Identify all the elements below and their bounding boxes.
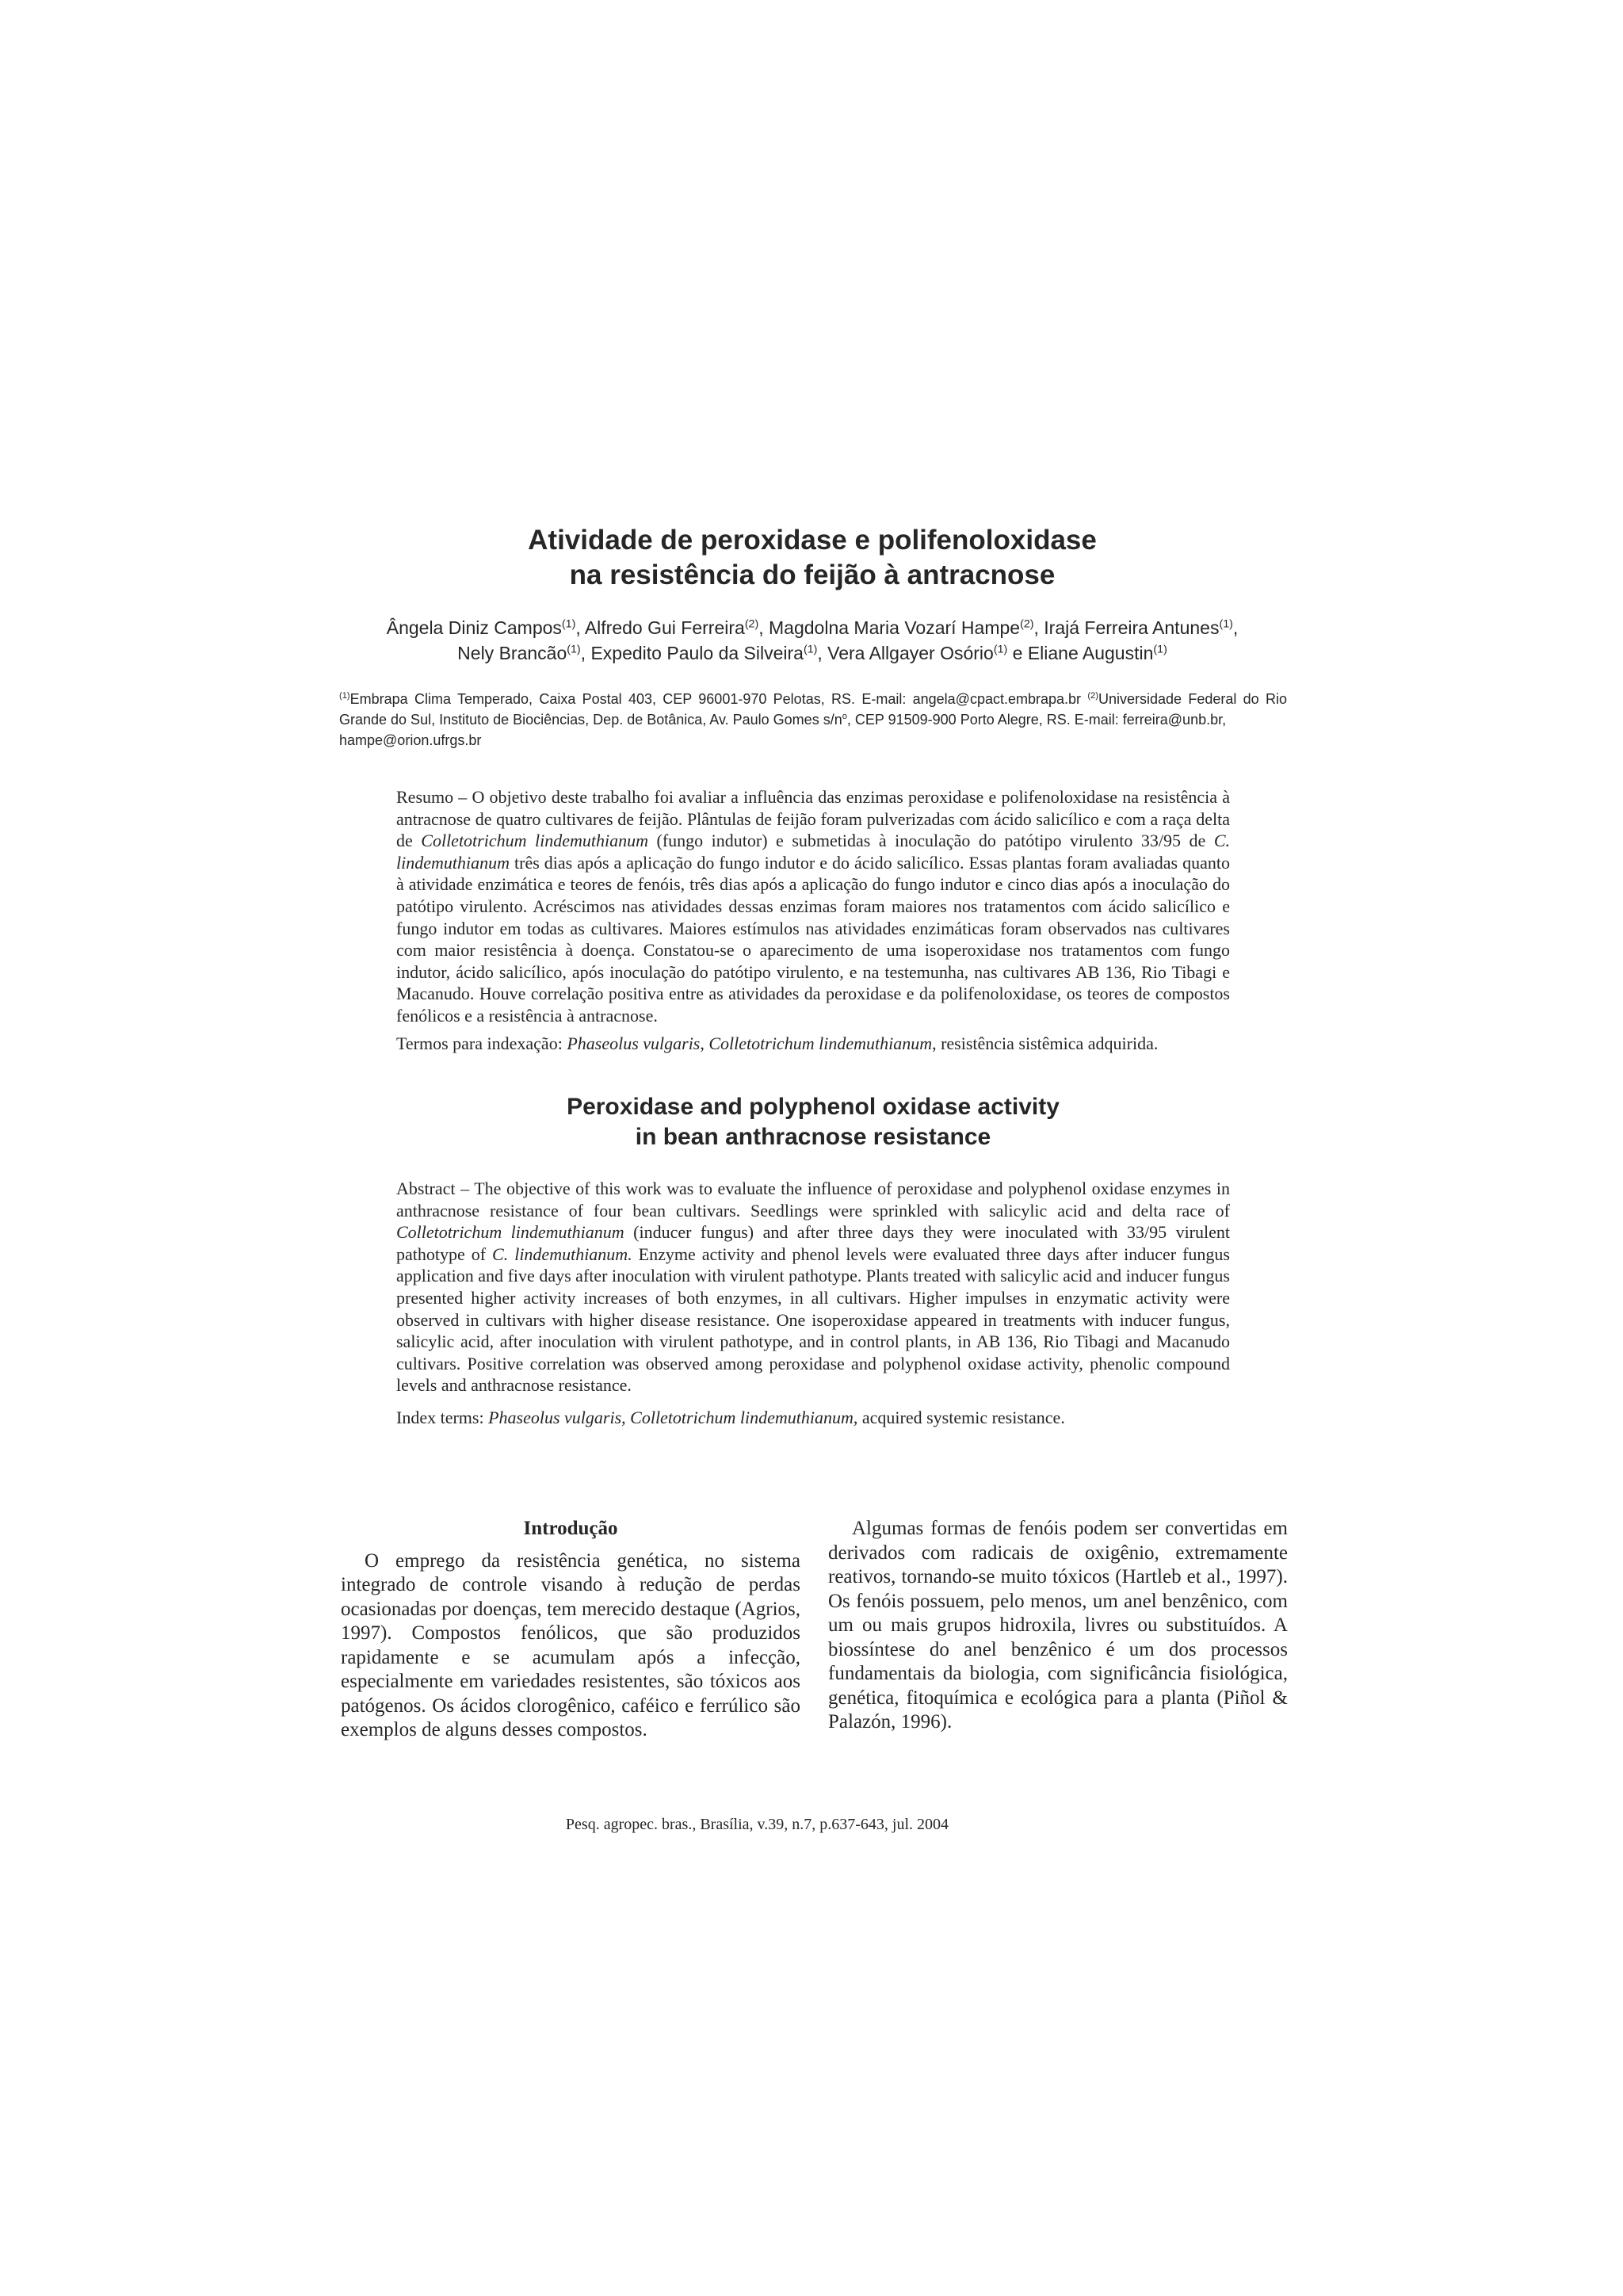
intro-paragraph-1: O emprego da resistência genética, no sistema integrado de controle visando à redução de perdas ocasionadas por doenças, tem merecido destaque (Agrios, 1997). Compostos fenólicos, que são produzidos rapidamente e se acumulam após a infecção, especialmente em variedades resistentes, são tóxicos aos patógenos. Os ácidos clorogênico, caféico e ferrúlico são exemplos de alguns desses compostos.	[341, 1549, 800, 1740]
species-name: Colletotrichum lindemuthianum	[396, 1222, 624, 1243]
author-affil-mark: (2)	[1020, 617, 1034, 631]
intro-column-left	[341, 1517, 800, 1743]
author-name: Magdolna Maria Vozarí Hampe	[769, 617, 1021, 638]
title-pt-line-2: na resistência do feijão à antracnose	[569, 560, 1056, 590]
index-terms: Index terms: Phaseolus vulgaris, Colletotrichum lindemuthianum, acquired systemic resistance.	[396, 1408, 1065, 1427]
species-name: C. lindemuthianum.	[492, 1244, 632, 1264]
author-affil-mark: (1)	[993, 643, 1008, 656]
title-en-line-2: in bean anthracnose resistance	[635, 1124, 991, 1150]
journal-footer: Pesq. agropec. bras., Brasília, v.39, n.7, p.637-643, jul. 2004	[565, 1816, 949, 1833]
affil-text-4: hampe@orion.ufrgs.br	[339, 732, 482, 748]
abstract-paragraph: Abstract – The objective of this work was to evaluate the influence of peroxidase and polyphenol oxidase enzymes in anthracnose resistance of four bean cultivars. Seedlings were sprinkled with salicylic acid and delta race of Colletotrichum lindemuthianum (inducer fungus) and after three days they were inoculated with 33/95 virulent pathotype of C. lindemuthianum. Enzyme activity and phenol levels were evaluated three days after inducer fungus application and five days after inoculation with virulent pathotype. Plants treated with salicylic acid and inducer fungus presented higher activity increases of both enzymes, in all cultivars. Higher impulses in enzymatic activity were observed in cultivars with higher disease resistance. One isoperoxidase appeared in treatments with inducer fungus, salicylic acid, after inoculation with virulent pathotype, and in control plants, in AB 136, Rio Tibagi and Macanudo cultivars. Positive correlation was observed among peroxidase and polyphenol oxidase activity, phenolic compound levels and anthracnose resistance.	[396, 1179, 1231, 1396]
affil-mark-2: (2)	[1087, 691, 1098, 701]
species-name: Colletotrichum lindemuthianum	[421, 831, 648, 851]
article-title-pt	[341, 523, 1284, 593]
author-name: Alfredo Gui Ferreira	[584, 617, 745, 638]
author-name: Ângela Diniz Campos	[386, 617, 562, 638]
affil-text-3: , CEP 91509-900 Porto Alegre, RS. E-mail: ferreira@unb.br,	[846, 712, 1227, 728]
author-name: Nely Brancão	[457, 643, 567, 663]
author-affil-mark: (1)	[1153, 643, 1167, 656]
author-affil-mark: (1)	[1219, 617, 1233, 631]
intro-paragraph-2: Algumas formas de fenóis podem ser convertidas em derivados com radicais de oxigênio, extremamente reativos, tornando-se muito tóxicos (Hartleb et al., 1997). Os fenóis possuem, pelo menos, um anel benzênico, com um ou mais grupos hidroxila, livres ou substituídos. A biossíntese do anel benzênico é um dos processos fundamentais da biologia, com significância fisiológica, genética, fitoquímica e ecológica para a planta (Piñol & Palazón, 1996).	[828, 1518, 1288, 1733]
species-name: Phaseolus vulgaris	[567, 1033, 701, 1053]
article-title-en	[396, 1092, 1230, 1152]
affil-mark-1: (1)	[339, 691, 350, 701]
title-pt-line-1: Atividade de peroxidase e polifenoloxidase	[528, 525, 1097, 556]
author-list: Ângela Diniz Campos$^{(1)}$, Alfredo Gui Ferreira$^{(2)}$, Magdolna Maria Vozarí Hampe$^{(2)}$, Irajá Ferreira Antunes$^{(1)}$, Nely Brancão$^{(1)}$, Expedito Paulo da Silveira$^{(1)}$, Vera Allgayer Osório$^{(1)}$ e Eliane Augustin$^{(1)}$	[386, 617, 1239, 663]
author-affil-mark: (1)	[803, 643, 818, 656]
affil-degree-mark: o	[842, 712, 847, 721]
affil-text-1: Embrapa Clima Temperado, Caixa Postal 403, CEP 96001-970 Pelotas, RS. E-mail: angela@cpact.embrapa.br	[349, 691, 1088, 707]
affiliations	[339, 689, 1287, 751]
author-name: Expedito Paulo da Silveira	[590, 643, 804, 663]
author-name: Eliane Augustin	[1027, 643, 1154, 663]
intro-column-right	[828, 1517, 1288, 1735]
species-name: Phaseolus vulgaris	[488, 1408, 622, 1427]
species-name: C. lindemuthianum	[396, 831, 1231, 873]
author-affil-mark: (2)	[744, 617, 759, 631]
author-name: Irajá Ferreira Antunes	[1044, 617, 1220, 638]
author-name: Vera Allgayer Osório	[827, 643, 994, 663]
termos-indexacao: Termos para indexação: Phaseolus vulgaris, Colletotrichum lindemuthianum, resistência sistêmica adquirida.	[396, 1033, 1159, 1053]
author-affil-mark: (1)	[567, 643, 581, 656]
title-en-line-1: Peroxidase and polyphenol oxidase activity	[567, 1094, 1060, 1120]
species-name: Colletotrichum lindemuthianum	[708, 1033, 933, 1053]
author-affil-mark: (1)	[561, 617, 576, 631]
section-heading-introducao: Introdução	[523, 1518, 618, 1539]
affil-text-2: Universidade Federal do Rio Grande do Sul, Instituto de Biociências, Dep. de Botânica, Av. Paulo Gomes s/n	[339, 691, 1287, 728]
species-name: Colletotrichum lindemuthianum	[630, 1408, 854, 1427]
resumo-paragraph: Resumo – O objetivo deste trabalho foi avaliar a influência das enzimas peroxidase e polifenoloxidase na resistência à antracnose de quatro cultivares de feijão. Plântulas de feijão foram pulverizadas com ácido salicílico e com a raça delta de Colletotrichum lindemuthianum (fungo indutor) e submetidas à inoculação do patótipo virulento 33/95 de C. lindemuthianum três dias após a aplicação do fungo indutor e do ácido salicílico. Essas plantas foram avaliadas quanto à atividade enzimática e teores de fenóis, três dias após a aplicação do fungo indutor e cinco dias após a inoculação do patótipo virulento. Acréscimos nas atividades dessas enzimas foram maiores nos tratamentos com ácido salicílico e fungo indutor em todas as cultivares. Maiores estímulos nas atividades enzimáticas foram observados nas cultivares com maior resistência à doença. Constatou-se o aparecimento de uma isoperoxidase nos tratamentos com fungo indutor, ácido salicílico, após inoculação do patótipo virulento, e na testemunha, nas cultivares AB 136, Rio Tibagi e Macanudo. Houve correlação positiva entre as atividades da peroxidase e da polifenoloxidase, os teores de compostos fenólicos e a resistência à antracnose.	[396, 787, 1231, 1026]
